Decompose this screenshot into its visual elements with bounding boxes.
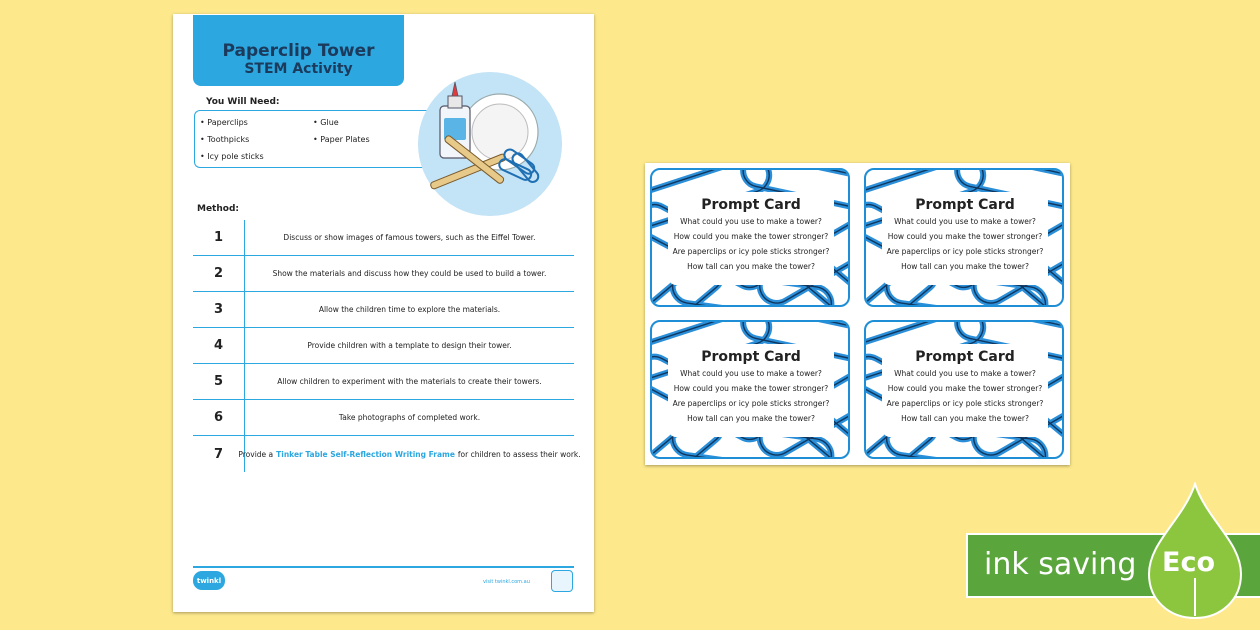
prompt-question: What could you use to make a tower? [680,217,822,226]
prompt-question: Are paperclips or icy pole sticks stronger? [672,247,830,256]
step-text: Provide children with a template to design their tower. [307,341,512,350]
prompt-question: What could you use to make a tower? [894,369,1036,378]
material-item: • Toothpicks [200,135,250,144]
prompt-question: How tall can you make the tower? [687,414,815,423]
prompt-card [864,168,1064,307]
prompt-question: Are paperclips or icy pole sticks stronger? [886,399,1044,408]
method-step [193,292,574,328]
prompt-card-title: Prompt Card [701,197,801,213]
step-number: 4 [193,328,245,363]
material-item: • Paper Plates [313,135,370,144]
method-step [193,220,574,256]
prompt-card [864,320,1064,459]
step-text: Show the materials and discuss how they could be used to build a tower. [272,269,547,278]
activity-worksheet [173,14,594,612]
step-text: Provide a Tinker Table Self-Reflection Writing Frame for children to assess their work. [238,449,581,459]
prompt-question: How tall can you make the tower? [901,262,1029,271]
step-text: Allow the children time to explore the materials. [318,305,501,314]
method-steps [193,220,581,472]
you-will-need-heading: You Will Need: [206,97,280,107]
method-step [193,328,574,364]
step-text: Take photographs of completed work. [338,413,481,422]
step-number: 2 [193,256,245,291]
material-item: • Paperclips [200,118,248,127]
materials-illustration [418,72,562,216]
step-number: 5 [193,364,245,399]
prompt-question: How tall can you make the tower? [687,262,815,271]
method-heading: Method: [197,204,239,214]
method-step [193,256,574,292]
worksheet-subtitle: STEM Activity [244,61,353,77]
prompt-card [650,320,850,459]
material-item: • Glue [313,118,339,127]
prompt-card-title: Prompt Card [915,197,1015,213]
step-number: 1 [193,220,245,255]
step-number: 3 [193,292,245,327]
material-item: • Icy pole sticks [200,152,264,161]
prompt-cards-sheet [645,163,1070,465]
title-banner [193,15,404,86]
step-number: 7 [193,436,245,472]
prompt-card-title: Prompt Card [701,349,801,365]
step-text: Allow children to experiment with the materials to create their towers. [277,377,542,386]
prompt-question: Are paperclips or icy pole sticks stronger? [672,399,830,408]
prompt-question: How could you make the tower stronger? [887,232,1043,241]
prompt-question: How could you make the tower stronger? [673,232,829,241]
prompt-question: What could you use to make a tower? [894,217,1036,226]
prompt-question: How could you make the tower stronger? [887,384,1043,393]
method-step [193,400,574,436]
prompt-question: Are paperclips or icy pole sticks stronger? [886,247,1044,256]
prompt-card-title: Prompt Card [915,349,1015,365]
step-number: 6 [193,400,245,435]
prompt-question: What could you use to make a tower? [680,369,822,378]
prompt-card [650,168,850,307]
footer-divider [193,566,574,568]
prompt-question: How tall can you make the tower? [901,414,1029,423]
prompt-question: How could you make the tower stronger? [673,384,829,393]
footer-url[interactable]: visit twinkl.com.au [483,579,530,585]
ink-saving-label: ink saving [984,547,1137,582]
twinkl-logo: twinkl [193,571,225,590]
step-text: Discuss or show images of famous towers, such as the Eiffel Tower. [283,233,536,242]
twinkl-badge-icon [551,570,573,592]
eco-label: Eco [1162,547,1215,578]
method-step [193,364,574,400]
method-step [193,436,581,472]
writing-frame-link[interactable]: Tinker Table Self-Reflection Writing Frame [276,449,455,459]
worksheet-title: Paperclip Tower [222,41,375,61]
